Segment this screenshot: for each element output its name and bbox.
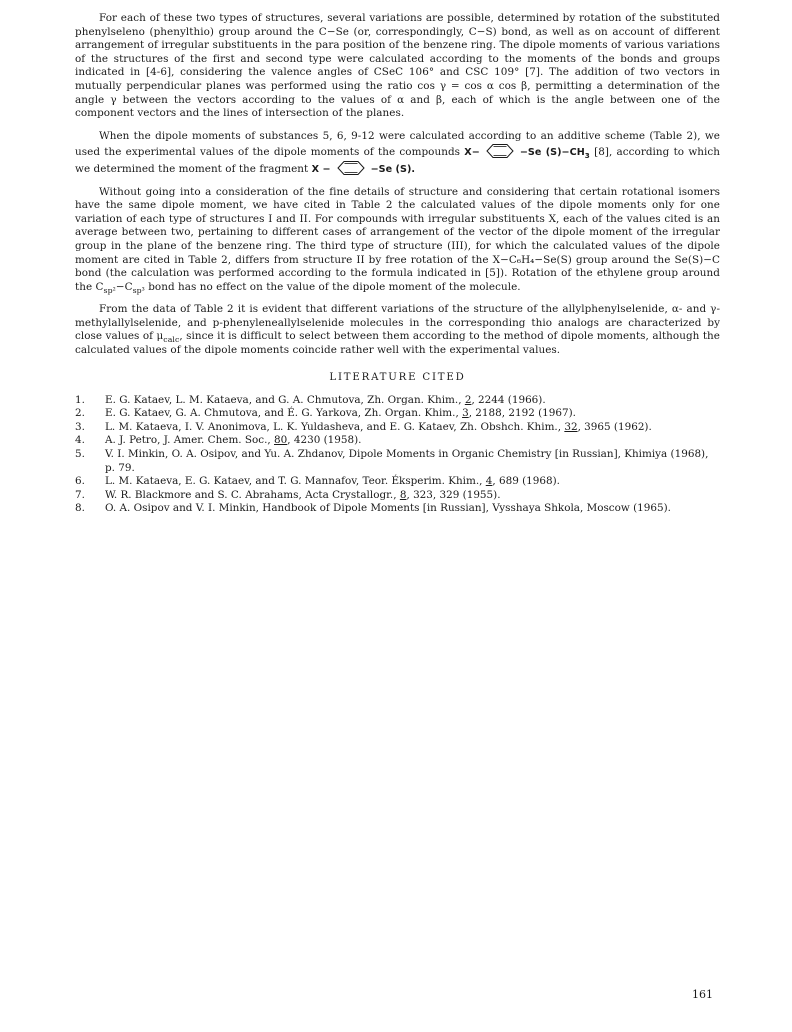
formula-x-c6h4-se: X−C₆H₄−Se(S) [492, 253, 572, 266]
benzene-ring-icon [481, 143, 519, 159]
formula-x: X − [311, 163, 331, 175]
formula-fragment-2 [312, 164, 415, 175]
reference-text [105, 421, 720, 435]
mu-calc [156, 330, 180, 345]
reference-item [75, 489, 720, 503]
reference-item [75, 502, 720, 516]
formula-x: X− [464, 147, 480, 159]
paragraph-3-text-b: group around the Se(S)−C bond (the calculation was performed according to the formula indicated in [5]). Rotation of the ethylene group around the [75, 253, 720, 293]
reference-pages: , 689 (1968). [492, 475, 560, 488]
paragraph-2 [75, 130, 720, 177]
reference-volume: 3 [462, 407, 469, 420]
formula-rest: −Se (S)−CH [519, 147, 585, 159]
reference-citation: A. J. Petro, J. Amer. Chem. Soc., [105, 434, 275, 447]
reference-text [105, 434, 720, 448]
reference-citation: L. M. Kataeva, I. V. Anonimova, L. K. Yuldasheva, and E. G. Kataev, Zh. Obshch. Khim., [105, 420, 565, 433]
mu-symbol: μ [156, 330, 164, 343]
paragraph-4-text-a: From the data of Table 2 it is evident that different variations of the structure of the allylphenylselenide, α- and γ-methylallylselenide, and p-phenyleneallylselenide molecules in the corresponding thio analogs are characterized by close values of [75, 303, 720, 343]
bond-c2: −C [115, 280, 133, 293]
bond-formula [96, 281, 145, 293]
paragraph-2-text-b: [8], according to which we determined the moment of the fragment [75, 146, 721, 175]
reference-citation: E. G. Kataev, L. M. Kataeva, and G. A. Chmutova, Zh. Organ. Khim., [105, 393, 465, 406]
reference-number: 3. [75, 420, 85, 433]
reference-item [75, 407, 720, 421]
reference-pages: , 2244 (1966). [471, 393, 546, 406]
bond-c1: C [95, 280, 104, 293]
reference-number: 1. [75, 393, 85, 406]
page-body [75, 12, 720, 516]
reference-item [75, 434, 720, 448]
reference-volume: 8 [399, 488, 407, 501]
reference-volume: 80 [274, 434, 288, 447]
reference-number: 6. [75, 475, 85, 488]
reference-item [75, 475, 720, 489]
reference-number: 2. [75, 407, 85, 420]
reference-volume: 32 [564, 420, 578, 433]
bond-sub-2: sp³ [132, 285, 145, 295]
reference-pages: , 2188, 2192 (1967). [468, 407, 576, 420]
reference-volume: 4 [485, 475, 493, 488]
paragraph-4-text-b: , since it is difficult to select between them according to the method of dipole moments, although the calculated values of the dipole moments coincide rather well with the experimental values. [75, 330, 720, 357]
page-number: 161 [692, 988, 713, 1001]
reference-citation: O. A. Osipov and V. I. Minkin, Handbook of Dipole Moments [in Russian], Vysshaya Shkola, Moscow (1965). [105, 502, 671, 515]
reference-citation: V. I. Minkin, O. A. Osipov, and Yu. A. Zhdanov, Dipole Moments in Organic Chemistry [in Russian], Khimiya (1968), p. 79. [105, 448, 709, 474]
reference-item [75, 448, 720, 475]
reference-number: 7. [75, 488, 85, 501]
paragraph-3 [75, 186, 720, 295]
literature-heading: LITERATURE CITED [329, 371, 466, 383]
reference-number: 8. [75, 502, 85, 515]
formula-rest: −Se (S). [370, 163, 416, 175]
reference-text [105, 502, 720, 516]
reference-pages: , 323, 329 (1955). [406, 488, 501, 501]
reference-list [75, 394, 720, 516]
formula-sub: 3 [584, 151, 590, 161]
reference-pages: , 4230 (1958). [287, 434, 362, 447]
reference-text [105, 407, 720, 421]
reference-text [105, 489, 720, 503]
benzene-ring-icon [332, 160, 370, 176]
reference-text [105, 448, 720, 475]
paragraph-1: For each of these two types of structures, several variations are possible, determined by rotation of the substituted phenylseleno (phenylthio) group around the C−Se (or, correspondingly, C−S) bond, as well as on account of different arrangement of irregular substituents in the para position of the benzene ring. The dipole moments of various variations of the structures of the first and second type were calculated according to the moments of the bonds and groups indicated in [4-6], considering the valence angles of CSeC 106° and CSC 109° [7]. The addition of two vectors in mutually perpendicular planes was performed using the ratio cos γ = cos α cos β, permitting a determination of the angle γ between the vectors according to the values of α and β, each of which is the angle between one of the component vectors and the lines of intersection of the planes. [75, 12, 720, 120]
reference-text [105, 394, 720, 408]
mu-sub: calc [163, 335, 180, 345]
formula-fragment-1 [464, 147, 590, 161]
reference-item [75, 394, 720, 408]
reference-volume: 2 [464, 393, 472, 406]
reference-citation: L. M. Kataeva, E. G. Kataev, and T. G. Mannafov, Teor. Éksperim. Khim., [105, 475, 486, 488]
paragraph-3-text-c: bond has no effect on the value of the dipole moment of the molecule. [148, 280, 521, 293]
paragraph-2-text-a: When the dipole moments of substances 5, 6, 9-12 were calculated according to an additive scheme (Table 2), we used the experimental values of the dipole moments of the compounds [75, 129, 720, 159]
reference-citation: E. G. Kataev, G. A. Chmutova, and É. G. Yarkova, Zh. Organ. Khim., [105, 407, 463, 420]
reference-number: 4. [75, 434, 85, 447]
paragraph-3-text-a: Without going into a consideration of the fine details of structure and considering that certain rotational isomers have the same dipole moment, we have cited in Table 2 the calculated values of the dipole moments only for one variation of each type of structures I and II. For compounds with irregular substituents X, each of the values cited is an average between two, pertaining to different cases of arrangement of the vector of the dipole moment of the irregular group in the plane of the benzene ring. The third type of structure (III), for which the calculated values of the dipole moment are cited in Table 2, differs from structure II by free rotation of the [75, 185, 720, 266]
paragraph-4 [75, 303, 720, 357]
reference-citation: W. R. Blackmore and S. C. Abrahams, Acta Crystallogr., [105, 488, 400, 501]
reference-number: 5. [75, 448, 85, 461]
bond-sub-1: sp² [103, 285, 116, 295]
reference-text [105, 475, 720, 489]
reference-pages: , 3965 (1962). [577, 420, 652, 433]
reference-item [75, 421, 720, 435]
